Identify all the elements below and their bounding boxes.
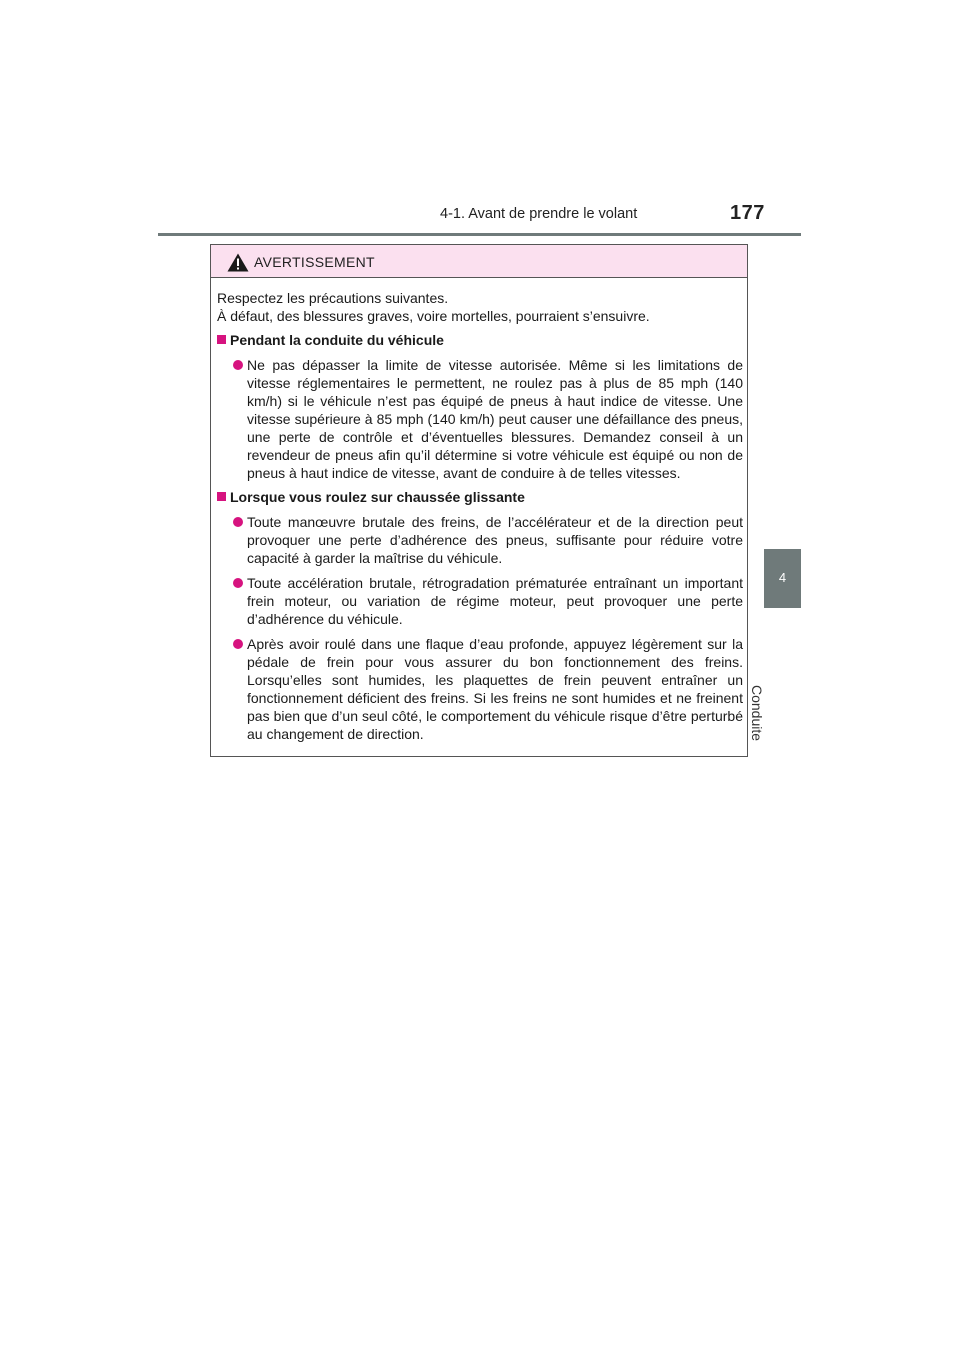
chapter-label: Conduite (749, 685, 765, 742)
warning-triangle-icon (227, 253, 249, 272)
section-heading (217, 331, 743, 349)
square-bullet-icon (217, 335, 226, 344)
section-heading (217, 488, 743, 506)
intro-line: À défaut, des blessures graves, voire mortelles, pourraient s’ensuivre. (217, 308, 650, 324)
list-item (217, 356, 743, 482)
warning-section (217, 488, 743, 743)
list-item (217, 635, 743, 743)
list-item (217, 574, 743, 628)
square-bullet-icon (217, 492, 226, 501)
round-bullet-icon (233, 578, 243, 588)
round-bullet-icon (233, 639, 243, 649)
chapter-number: 4 (778, 570, 787, 585)
page-number: 177 (730, 202, 765, 224)
chapter-tab (764, 549, 801, 608)
round-bullet-icon (233, 360, 243, 370)
list-item-text: Toute manœuvre brutale des freins, de l’accélérateur et de la direction peut provoquer une perte d’adhérence des pneus, suffisante pour réduire votre capacité à garder la maîtrise du véhicule. (247, 514, 743, 566)
round-bullet-icon (233, 517, 243, 527)
list-item-text: Toute accélération brutale, rétrogradation prématurée entraînant un important frein moteur, ou variation de régime moteur, peut provoquer une perte d’adhérence du véhicule. (247, 575, 743, 627)
warning-body (217, 289, 743, 743)
header-divider (158, 233, 801, 236)
list-item (217, 513, 743, 567)
warning-title: AVERTISSEMENT (254, 254, 375, 270)
warning-intro (217, 289, 743, 325)
warning-box (210, 244, 748, 757)
intro-line: Respectez les précautions suivantes. (217, 290, 449, 306)
section-title: 4-1. Avant de prendre le volant (440, 206, 638, 222)
warning-header (211, 245, 747, 278)
section-heading-text: Lorsque vous roulez sur chaussée glissante (230, 489, 525, 505)
section-heading-text: Pendant la conduite du véhicule (230, 332, 444, 348)
warning-section (217, 331, 743, 482)
list-item-text: Ne pas dépasser la limite de vitesse autorisée. Même si les limitations de vitesse réglementaires le permettent, ne roulez pas à plus de 85 mph (140 km/h) si le véhicule n’est pas équipé de pneus à haut indice de vitesse. Une vitesse supérieure à 85 mph (140 km/h) peut causer une défaillance des pneus, une perte de contrôle et d’éventuelles blessures. Demandez conseil à un revendeur de pneus afin qu’il détermine si votre véhicule est équipé ou non de pneus à haut indice de vitesse, avant de conduire à de telles vitesses. (247, 357, 743, 481)
list-item-text: Après avoir roulé dans une flaque d’eau profonde, appuyez légèrement sur la pédale de frein pour vous assurer du bon fonctionnement des freins. Lorsqu’elles sont humides, les plaquettes de frein peuvent entraîner un fonctionnement déficient des freins. Si les freins ne sont humides et ne freinent pas bien que d’un seul côté, le comportement du véhicule risque d’être perturbé au changement de direction. (247, 636, 743, 742)
